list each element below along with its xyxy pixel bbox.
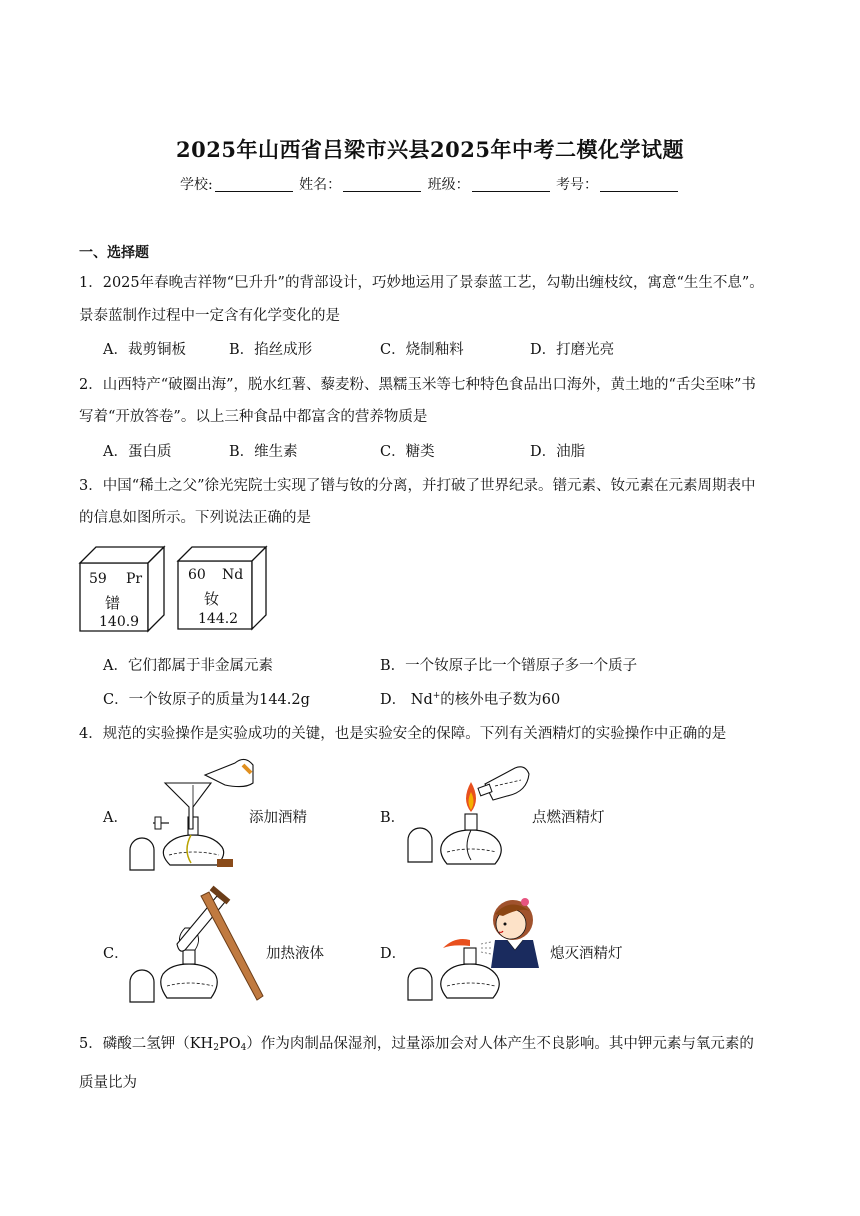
q3-stem-line1: 3．中国“稀土之父”徐光宪院士实现了镨与钕的分离，并打破了世界纪录。镨元素、钕元素在元素周期表中 bbox=[79, 478, 756, 494]
adding-alcohol-illustration bbox=[125, 755, 265, 875]
student-info-line bbox=[0, 174, 860, 194]
q5-stem-line1 bbox=[79, 1032, 754, 1053]
q4-option-c-label: 加热液体 bbox=[266, 946, 324, 962]
q3-option-a: A．它们都属于非金属元素 bbox=[103, 658, 273, 674]
q4-option-b-label: 点燃酒精灯 bbox=[532, 810, 605, 826]
q1-stem-line1: 1．2025年春晚吉祥物“巳升升”的背部设计，巧妙地运用了景泰蓝工艺，勾勒出缠枝纹，寓意“生生不息”。 bbox=[79, 275, 764, 291]
q3-option-b: B．一个钕原子比一个镨原子多一个质子 bbox=[380, 658, 638, 674]
q5-prefix: 5．磷酸二氢钾（KH bbox=[79, 1036, 214, 1052]
q2-option-d: D．油脂 bbox=[530, 444, 586, 460]
number-label: 考号： bbox=[556, 177, 599, 193]
q2-stem-line1: 2．山西特产“破圈出海”，脱水红薯、藜麦粉、黑糯玉米等七种特色食品出口海外，黄土地的“舌尖至味”书 bbox=[79, 377, 756, 393]
pr-name: 镨 bbox=[105, 594, 121, 612]
q4-option-c-letter: C． bbox=[103, 946, 129, 962]
q3-d-ion: Nd bbox=[410, 692, 433, 708]
q1-option-c: C．烧制釉料 bbox=[380, 342, 464, 358]
q4-option-d-label: 熄灭酒精灯 bbox=[550, 946, 623, 962]
name-label: 姓名： bbox=[299, 177, 342, 193]
pr-symbol: Pr bbox=[126, 571, 143, 587]
q5-subscript-o: 4 bbox=[240, 1043, 247, 1053]
pr-atomic-mass: 140.9 bbox=[99, 614, 140, 630]
q4-stem-line1: 4．规范的实验操作是实验成功的关键，也是实验安全的保障。下列有关酒精灯的实验操作中正确的是 bbox=[79, 726, 727, 742]
q1-option-a: A．裁剪铜板 bbox=[103, 342, 186, 358]
q1-option-d: D．打磨光亮 bbox=[530, 342, 615, 358]
q3-d-charge: + bbox=[432, 691, 441, 701]
q3-stem-line2: 的信息如图所示。下列说法正确的是 bbox=[79, 510, 311, 526]
school-blank[interactable] bbox=[215, 177, 293, 192]
q5-stem-line2: 质量比为 bbox=[79, 1075, 137, 1091]
extinguishing-lamp-illustration bbox=[403, 888, 553, 1006]
page-title: 2025年山西省吕梁市兴县2025年中考二模化学试题 bbox=[176, 137, 684, 162]
nd-name: 钕 bbox=[204, 590, 220, 608]
nd-symbol: Nd bbox=[222, 567, 244, 583]
q3-d-prefix: D． bbox=[380, 692, 407, 708]
q4-option-d-letter: D． bbox=[380, 946, 407, 962]
name-blank[interactable] bbox=[343, 177, 421, 192]
pr-atomic-number: 59 bbox=[89, 571, 107, 587]
q3-option-d bbox=[380, 688, 560, 709]
q5-subscript-h: 2 bbox=[213, 1043, 219, 1053]
number-blank[interactable] bbox=[600, 177, 678, 192]
q2-option-a: A．蛋白质 bbox=[103, 444, 172, 460]
school-label: 学校: bbox=[179, 177, 213, 193]
lighting-lamp-illustration bbox=[403, 762, 543, 874]
q4-option-a-label: 添加酒精 bbox=[249, 810, 307, 826]
q2-option-b: B．维生素 bbox=[229, 444, 298, 460]
q5-suffix: ）作为肉制品保湿剂，过量添加会对人体产生不良影响。其中钾元素与氧元素的 bbox=[246, 1036, 754, 1052]
q4-option-a-letter: A． bbox=[103, 810, 128, 826]
q1-stem-line2: 景泰蓝制作过程中一定含有化学变化的是 bbox=[79, 308, 340, 324]
q3-option-c: C．一个钕原子的质量为144.2g bbox=[103, 692, 310, 708]
q3-d-suffix: 的核外电子数为60 bbox=[440, 692, 561, 708]
section-heading: 一、选择题 bbox=[79, 245, 149, 261]
heating-liquid-illustration bbox=[125, 892, 265, 1007]
nd-atomic-number: 60 bbox=[188, 567, 206, 583]
class-blank[interactable] bbox=[472, 177, 550, 192]
class-label: 班级： bbox=[427, 177, 470, 193]
q2-option-c: C．糖类 bbox=[380, 444, 435, 460]
nd-atomic-mass: 144.2 bbox=[198, 611, 239, 627]
q1-option-b: B．掐丝成形 bbox=[229, 342, 313, 358]
q5-formula-mid: PO bbox=[218, 1036, 241, 1052]
q2-stem-line2: 写着“开放答卷”。以上三种食品中都富含的营养物质是 bbox=[79, 409, 428, 425]
q4-option-b-letter: B． bbox=[380, 810, 406, 826]
